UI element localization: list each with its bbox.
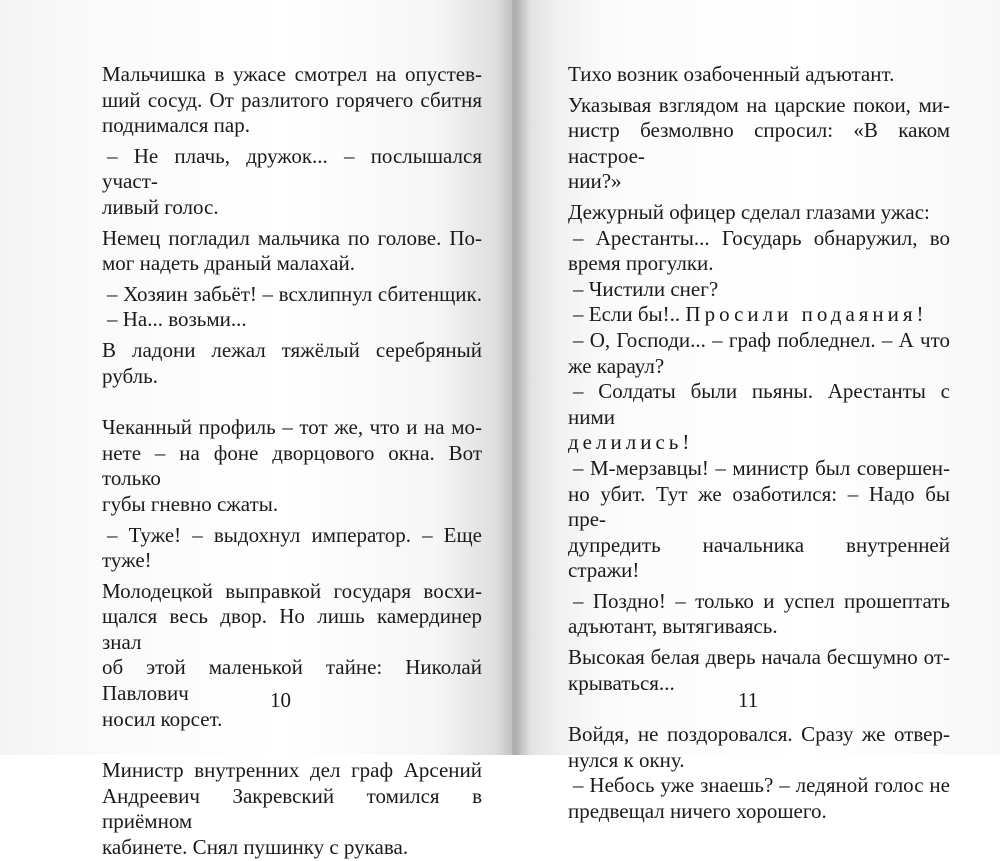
text-line: – Хозяин забьёт! – всхлипнул сбитенщик.: [107, 281, 482, 306]
page-number: 10: [270, 688, 291, 712]
text-line: [568, 302, 950, 328]
text-line: В ладони лежал тяжёлый серебряный: [102, 337, 482, 362]
text-line: – Не плачь, дружок... – послышался участ-: [102, 143, 482, 194]
text-line: Мальчишка в ужасе смотрел на опустев-: [102, 62, 482, 86]
text-line: нии?»: [568, 169, 622, 194]
text-line: ливый голос.: [102, 194, 219, 219]
page-number: 11: [738, 688, 759, 712]
text-line: – На... возьми...: [107, 307, 247, 332]
text-line: Дежурный офицер сделал глазами ужас:: [568, 199, 930, 224]
text-line: рубль.: [102, 363, 158, 388]
text-line: об этой маленькой тайне: Николай Павлович: [102, 655, 482, 706]
text-line: крываться...: [568, 670, 675, 695]
text-line: время прогулки.: [568, 251, 714, 276]
text-line: – Поздно! – только и успел прошептать: [573, 588, 950, 613]
text-line: Войдя, не поздоровался. Сразу же отвер-: [568, 722, 950, 747]
text-line: но убит. Тут же озаботился: – Надо бы пре-: [568, 481, 950, 532]
text-line: кабинете. Снял пушинку с рукава.: [102, 835, 409, 860]
text-line: – Арестанты... Государь обнаружил, во: [573, 225, 950, 250]
text-line: – М-мерзавцы! – министр был совершен-: [573, 455, 950, 480]
text-line: нулся к окну.: [568, 747, 685, 772]
text-fragment: – Если бы!..: [573, 302, 681, 327]
text-line: – Солдаты были пьяны. Арестанты с ними: [568, 379, 950, 429]
text-line: Чеканный профиль – тот же, что и на мо-: [102, 415, 482, 440]
book-gutter-shadow: [496, 0, 530, 755]
text-line: нете – на фоне дворцового окна. Вот только: [102, 440, 482, 491]
text-line: Немец погладил мальчика по голове. По-: [102, 225, 482, 250]
text-line: туже!: [102, 548, 152, 573]
text-line: Тихо возник озабоченный адъютант.: [568, 62, 895, 86]
text-line: – Туже! – выдохнул император. – Еще: [107, 522, 482, 547]
text-line: губы гневно сжаты.: [102, 491, 279, 516]
text-line: дупредить начальника внутренней стражи!: [568, 532, 950, 583]
text-line: же караул?: [568, 353, 665, 378]
right-page-text: [568, 62, 950, 825]
spaced-text-fragment: Просили подаяния!: [685, 302, 928, 327]
left-page-text: [102, 62, 482, 861]
text-line: предвещал ничего хорошего.: [568, 799, 827, 824]
text-line: Указывая взглядом на царские покои, ми-: [568, 92, 950, 117]
text-line: делились!: [568, 430, 694, 455]
text-line: щался весь двор. Но лишь камердинер знал: [102, 604, 482, 654]
text-line: нистр безмолвно спросил: «В каком настрое-: [568, 118, 950, 168]
text-line: – О, Господи... – граф побледнел. – А что: [573, 327, 950, 352]
text-line: поднимался пар.: [102, 113, 250, 138]
text-line: мог надеть драный малахай.: [102, 251, 356, 276]
right-page: [512, 0, 1000, 824]
text-line: Министр внутренних дел граф Арсений: [102, 758, 482, 783]
text-line: ший сосуд. От разлитого горячего сбитня: [102, 87, 482, 112]
text-line: – Небось уже знаешь? – ледяной голос не: [573, 773, 950, 798]
text-line: носил корсет.: [102, 706, 223, 731]
text-line: адъютант, вытягиваясь.: [568, 614, 778, 639]
text-line: Андреевич Закревский томился в приёмном: [102, 783, 482, 834]
text-line: Высокая белая дверь начала бесшумно от-: [568, 645, 950, 670]
text-line: – Чистили снег?: [573, 276, 719, 301]
text-line: Молодецкой выправкой государя восхи-: [102, 578, 482, 603]
